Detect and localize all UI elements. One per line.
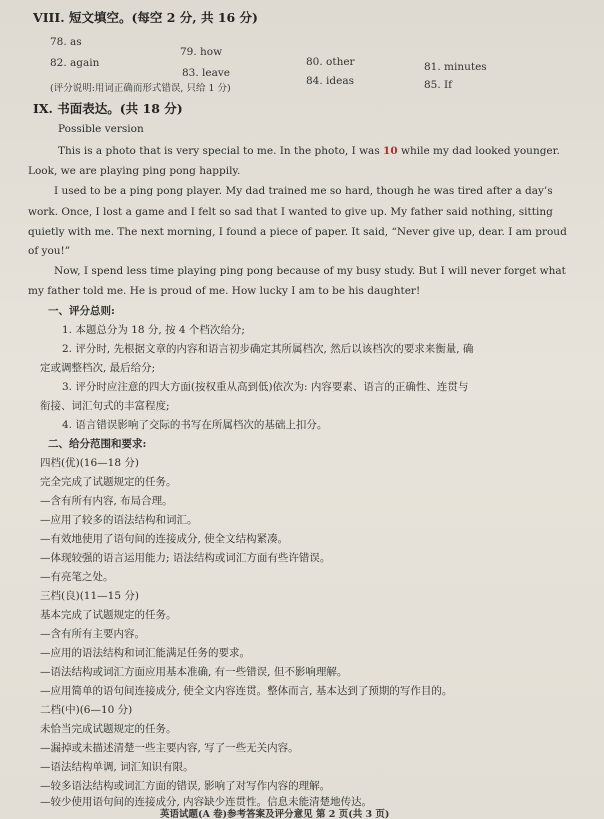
grade-3-title: 三档(良)(11—15 分) bbox=[40, 590, 139, 602]
grade-2-item: —较多语法结构或词汇方面的错误, 影响了对写作内容的理解。 bbox=[40, 780, 331, 792]
grade-4-item: —有亮笔之处。 bbox=[40, 571, 114, 583]
section-8-note: (评分说明:用词正确而形式错误, 只给 1 分) bbox=[50, 83, 231, 94]
essay-p3-line2: my father told me. He is proud of me. How lucky I am to be his daughter! bbox=[28, 285, 421, 297]
ranges-title: 二、给分范围和要求: bbox=[48, 438, 147, 450]
essay-p2-line4: of you!” bbox=[28, 245, 71, 257]
page-footer: 英语试题(A 卷)参考答案及评分意见 第 2 页(共 3 页) bbox=[160, 809, 390, 819]
answer-84: 84. ideas bbox=[306, 75, 354, 87]
grade-4-item: —有效地使用了语句间的连接成分, 使全文结构紧凑。 bbox=[40, 533, 289, 545]
answer-78: 78. as bbox=[50, 36, 82, 48]
principle-1: 1. 本题总分为 18 分, 按 4 个档次给分; bbox=[62, 324, 245, 336]
essay-age-number: 10 bbox=[383, 145, 398, 157]
principle-3-line2: 衔接、词汇句式的丰富程度; bbox=[40, 400, 170, 412]
essay-p2-line2: work. Once, I lost a game and I felt so sad that I wanted to give up. My father said nothing, sitting bbox=[28, 206, 553, 218]
section-9-title: IX. 书面表达。(共 18 分) bbox=[33, 101, 183, 116]
principle-2-line1: 2. 评分时, 先根据文章的内容和语言初步确定其所属档次, 然后以该档次的要求来衡量, 确 bbox=[62, 343, 474, 355]
grade-2-item: —漏掉或未描述清楚一些主要内容, 写了一些无关内容。 bbox=[40, 742, 299, 754]
possible-version-label: Possible version bbox=[58, 123, 144, 135]
principle-3-line1: 3. 评分时应注意的四大方面(按权重从高到低)依次为: 内容要素、语言的正确性、连贯与 bbox=[62, 381, 469, 393]
essay-p2-line1: I used to be a ping pong player. My dad trained me so hard, though he was tired after a day’s bbox=[54, 185, 553, 197]
answer-82: 82. again bbox=[50, 57, 100, 69]
grade-3-item: —含有所有主要内容。 bbox=[40, 628, 145, 640]
answer-85: 85. If bbox=[424, 79, 453, 91]
grade-2-item: —较少使用语句间的连接成分, 内容缺少连贯性。信息未能清楚地传达。 bbox=[40, 796, 373, 808]
answer-80: 80. other bbox=[306, 56, 355, 68]
essay-p1-line1: This is a photo that is very special to me. In the photo, I was 10 while my dad looked younger. bbox=[58, 145, 560, 157]
grade-4-item: 完全完成了试题规定的任务。 bbox=[40, 476, 177, 488]
grade-3-item: 基本完成了试题规定的任务。 bbox=[40, 609, 177, 621]
answer-83: 83. leave bbox=[182, 67, 231, 79]
essay-p3-line1: Now, I spend less time playing ping pong because of my busy study. But I will never forget what bbox=[54, 265, 566, 277]
grade-3-item: —应用的语法结构和词汇能满足任务的要求。 bbox=[40, 647, 250, 659]
section-8-title: VIII. 短文填空。(每空 2 分, 共 16 分) bbox=[33, 10, 258, 25]
grade-4-item: —含有所有内容, 布局合理。 bbox=[40, 495, 173, 507]
essay-p1-line2: Look, we are playing ping pong happily. bbox=[28, 165, 241, 177]
grade-4-title: 四档(优)(16—18 分) bbox=[40, 457, 139, 469]
grade-2-item: —语法结构单调, 词汇知识有限。 bbox=[40, 761, 194, 773]
grade-3-item: —应用简单的语句间连接成分, 使全文内容连贯。整体而言, 基本达到了预期的写作目的。 bbox=[40, 685, 453, 697]
answer-79: 79. how bbox=[180, 46, 223, 58]
grade-4-item: —应用了较多的语法结构和词汇。 bbox=[40, 514, 198, 526]
grade-2-item: 未恰当完成试题规定的任务。 bbox=[40, 723, 177, 735]
essay-p2-line3: quietly with me. The next morning, I found a piece of paper. It said, “Never give up, dear. I am proud bbox=[28, 226, 567, 238]
answer-81: 81. minutes bbox=[424, 61, 487, 73]
grade-4-item: —体现较强的语言运用能力; 语法结构或词汇方面有些许错误。 bbox=[40, 552, 331, 564]
principle-4: 4. 语言错误影响了交际的书写在所属档次的基础上扣分。 bbox=[62, 419, 328, 431]
grade-3-item: —语法结构或词汇方面应用基本准确, 有一些错误, 但不影响理解。 bbox=[40, 666, 348, 678]
principle-2-line2: 定或调整档次, 最后给分; bbox=[40, 362, 156, 374]
principles-title: 一、评分总则: bbox=[48, 305, 115, 317]
grade-2-title: 二档(中)(6—10 分) bbox=[40, 704, 133, 716]
